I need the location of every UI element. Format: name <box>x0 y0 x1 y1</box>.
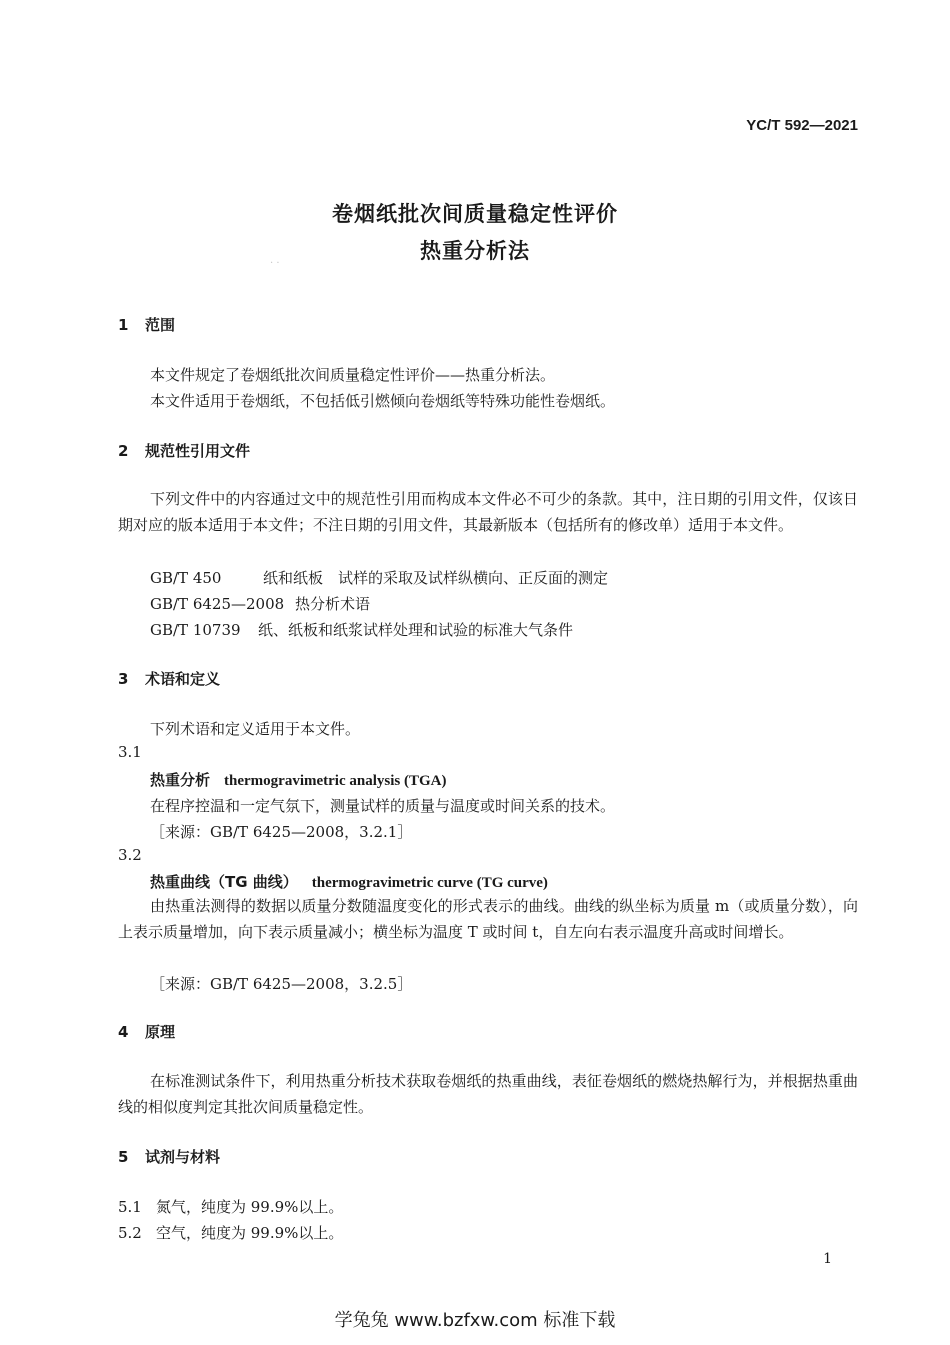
clause-number: 5.1 <box>118 1198 142 1216</box>
reference-code: GB/T 450 <box>150 569 222 587</box>
section-4-paragraph: 在标准测试条件下，利用热重分析技术获取卷烟纸的热重曲线，表征卷烟纸的燃烧热解行为，并根据热重曲线的相似度判定其批次间质量稳定性。 <box>118 1072 858 1116</box>
reference-item <box>150 619 573 640</box>
term-english: thermogravimetric analysis (TGA) <box>224 773 447 789</box>
section-title: 规范性引用文件 <box>145 442 251 460</box>
clause-text: 空气，纯度为 99.9%以上。 <box>156 1224 344 1242</box>
section-title: 术语和定义 <box>145 670 221 688</box>
section-2-intro: 下列文件中的内容通过文中的规范性引用而构成本文件必不可少的条款。其中，注日期的引用文件，仅该日期对应的版本适用于本文件；不注日期的引用文件，其最新版本（包括所有的修改单）适用于本文件。 <box>118 490 858 534</box>
reference-code: GB/T 6425—2008 <box>150 595 285 613</box>
section-5-heading <box>118 1146 220 1167</box>
document-title-line2: 热重分析法 <box>420 239 530 263</box>
section-number: 3 <box>118 670 129 688</box>
section-1-heading <box>118 314 175 335</box>
term-3-1-number: 3.1 <box>118 743 142 761</box>
clause-5-1 <box>118 1196 343 1217</box>
section-3-intro: 下列术语和定义适用于本文件。 <box>150 720 361 738</box>
term-chinese: 热重分析 <box>150 771 211 789</box>
term-3-2 <box>150 871 548 892</box>
term-3-2-definition: 由热重法测得的数据以质量分数随温度变化的形式表示的曲线。曲线的纵坐标为质量 m（或质量分数），向上表示质量增加，向下表示质量减小；横坐标为温度 T 或时间 t，自左向右表示温度升高或时间增长。 <box>118 897 858 941</box>
clause-text: 氮气，纯度为 99.9%以上。 <box>156 1198 344 1216</box>
section-1-paragraph-2: 本文件适用于卷烟纸，不包括低引燃倾向卷烟纸等特殊功能性卷烟纸。 <box>150 392 616 410</box>
standard-number: YC/T 592—2021 <box>746 117 858 134</box>
term-english: thermogravimetric curve (TG curve) <box>311 875 548 891</box>
page-number: 1 <box>823 1251 832 1267</box>
section-title: 范围 <box>145 316 176 334</box>
section-2-heading <box>118 440 250 461</box>
term-3-1 <box>150 769 446 790</box>
term-3-2-number: 3.2 <box>118 846 142 864</box>
footer-watermark-text: 学兔兔 www.bzfxw.com 标准下载 <box>334 1310 616 1331</box>
term-3-1-source: ［来源：GB/T 6425—2008，3.2.1］ <box>150 823 413 841</box>
clause-number: 5.2 <box>118 1224 142 1242</box>
reference-title: 热分析术语 <box>295 595 371 613</box>
section-number: 4 <box>118 1023 129 1041</box>
section-number: 5 <box>118 1148 129 1166</box>
scan-mark: · · <box>270 258 280 269</box>
document-title-line1: 卷烟纸批次间质量稳定性评价 <box>332 202 618 226</box>
term-3-2-source: ［来源：GB/T 6425—2008，3.2.5］ <box>150 975 413 993</box>
reference-item <box>150 567 608 588</box>
section-title: 试剂与材料 <box>145 1148 221 1166</box>
section-number: 2 <box>118 442 129 460</box>
reference-code: GB/T 10739 <box>150 621 241 639</box>
clause-5-2 <box>118 1222 343 1243</box>
section-title: 原理 <box>145 1023 176 1041</box>
reference-title: 纸、纸板和纸浆试样处理和试验的标准大气条件 <box>258 621 574 639</box>
section-1-paragraph-1: 本文件规定了卷烟纸批次间质量稳定性评价——热重分析法。 <box>150 366 556 384</box>
section-number: 1 <box>118 316 129 334</box>
section-3-heading <box>118 668 220 689</box>
reference-item <box>150 593 370 614</box>
section-4-heading <box>118 1021 175 1042</box>
term-3-1-definition: 在程序控温和一定气氛下，测量试样的质量与温度或时间关系的技术。 <box>150 797 616 815</box>
reference-title: 纸和纸板 试样的采取及试样纵横向、正反面的测定 <box>263 569 609 587</box>
term-chinese: 热重曲线（TG 曲线） <box>150 873 298 891</box>
